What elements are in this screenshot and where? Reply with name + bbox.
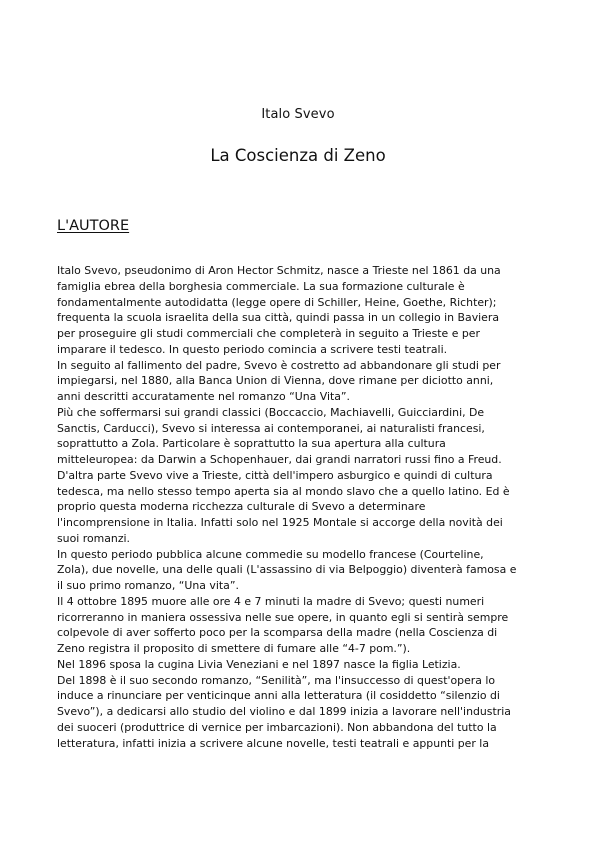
- text-line: dei suoceri (produttrice di vernice per imbarcazioni). Non abbandona del tutto la: [57, 720, 497, 734]
- text-line: Zeno registra il proposito di smettere di fumare alle “4-7 pom.”).: [57, 642, 411, 655]
- author-name: Italo Svevo: [261, 107, 335, 122]
- text-line: Più che soffermarsi sui grandi classici (Boccaccio, Machiavelli, Guicciardini, De: [57, 405, 485, 419]
- text-line: mitteleuropea: da Darwin a Schopenhauer, dai grandi narratori russi fino a Freud.: [57, 453, 502, 466]
- text-line: Il 4 ottobre 1895 muore alle ore 4 e 7 minuti la madre di Svevo; questi numeri: [57, 594, 485, 608]
- text-line: Italo Svevo, pseudonimo di Aron Hector Schmitz, nasce a Trieste nel 1861 da una: [57, 264, 501, 277]
- text-line: l'incomprensione in Italia. Infatti solo nel 1925 Montale si accorge della novità dei: [57, 516, 503, 529]
- text-line: letteratura, infatti inizia a scrivere alcune novelle, testi teatrali e appunti per la: [57, 736, 490, 750]
- book-title: La Coscienza di Zeno: [210, 146, 386, 165]
- text-line: In questo periodo pubblica alcune commedie su modello francese (Courteline,: [57, 547, 484, 561]
- text-line: impiegarsi, nel 1880, alla Banca Union di Vienna, dove rimane per diciotto anni,: [57, 374, 494, 388]
- text-line: Del 1898 è il suo secondo romanzo, “Senilità”, ma l'insuccesso di quest'opera lo: [57, 673, 496, 687]
- text-line: imparare il tedesco. In questo periodo comincia a scrivere testi teatrali.: [57, 342, 448, 356]
- text-line: proprio questa moderna ricchezza culturale di Svevo a determinare: [57, 500, 426, 514]
- text-line: soprattutto a Zola. Particolare è soprattutto la sua apertura alla cultura: [57, 437, 446, 451]
- text-line: famiglia ebrea della borghesia commerciale. La sua formazione culturale è: [57, 279, 465, 293]
- body-text: [57, 263, 541, 751]
- text-line: Nel 1896 sposa la cugina Livia Veneziani e nel 1897 nasce la figlia Letizia.: [57, 657, 461, 671]
- text-line: per proseguire gli studi commerciali che completerà in seguito a Trieste e per: [57, 327, 480, 340]
- text-line: fondamentalmente autodidatta (legge opere di Schiller, Heine, Goethe, Richter);: [57, 295, 497, 309]
- text-line: frequenta la scuola israelita della sua città, quindi passa in un collegio in Baviera: [57, 311, 500, 325]
- text-line: Svevo”), a dedicarsi allo studio del violino e dal 1899 inizia a lavorare nell'industria: [57, 705, 511, 718]
- section-heading: L'AUTORE: [57, 218, 130, 234]
- text-line: suoi romanzi.: [57, 531, 131, 545]
- text-line: il suo primo romanzo, “Una vita”.: [57, 579, 239, 592]
- text-line: colpevole di aver sofferto poco per la scomparsa della madre (nella Coscienza di: [57, 626, 498, 640]
- text-line: ricorreranno in maniera ossessiva nelle sue opere, in quanto egli si sentirà sempre: [57, 610, 509, 624]
- text-line: anni descritti accuratamente nel romanzo “Una Vita”.: [57, 390, 351, 403]
- text-line: In seguito al fallimento del padre, Svevo è costretto ad abbandonare gli studi per: [57, 358, 501, 372]
- text-line: Sanctis, Carducci), Svevo si interessa ai contemporanei, ai naturalisti francesi,: [57, 421, 485, 435]
- text-line: Zola), due novelle, una delle quali (L'assassino di via Belpoggio) diventerà famosa e: [57, 563, 517, 577]
- text-line: D'altra parte Svevo vive a Trieste, città dell'impero asburgico e quindi di cultura: [57, 468, 493, 482]
- text-line: tedesca, ma nello stesso tempo aperta sia al mondo slavo che a quello latino. Ed è: [57, 484, 510, 498]
- text-line: induce a rinunciare per venticinque anni alla letteratura (il cosiddetto “silenzio di: [57, 689, 500, 703]
